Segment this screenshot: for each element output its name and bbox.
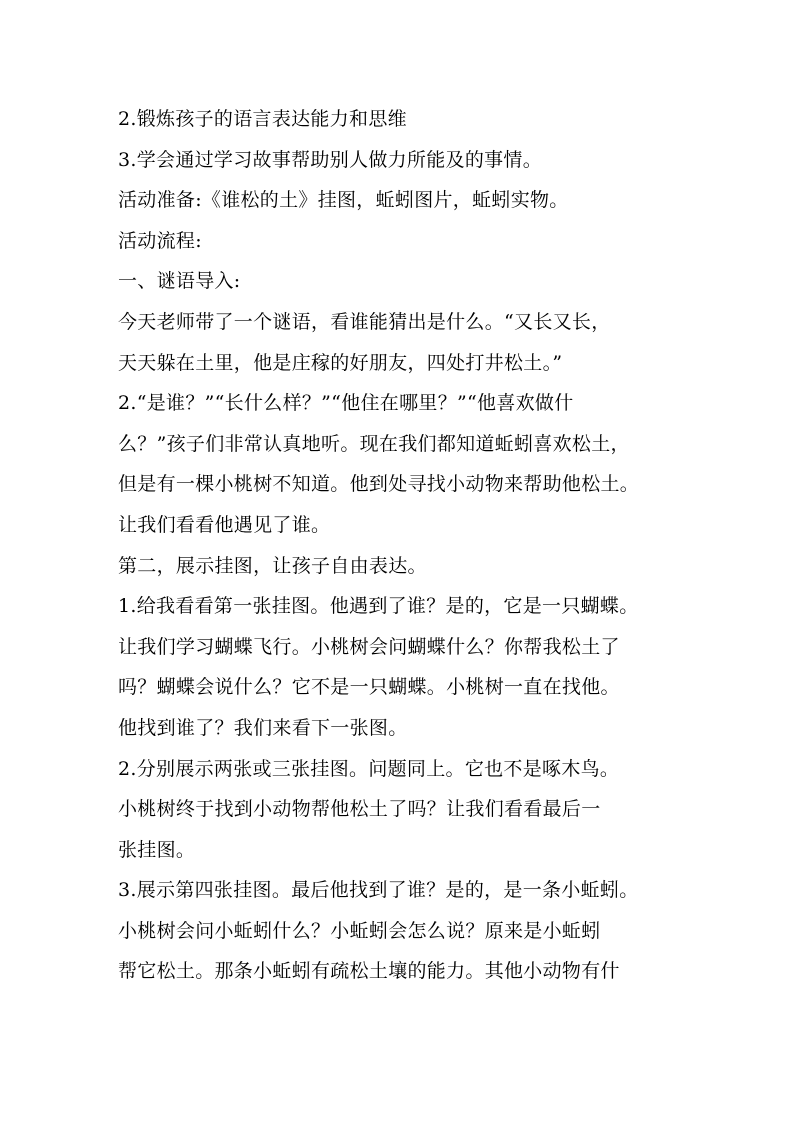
text-line: 么？”孩子们非常认真地听。现在我们都知道蚯蚓喜欢松土， xyxy=(118,432,630,455)
text-line: 张挂图。 xyxy=(118,838,196,861)
text-line: 2.“是谁？”“长什么样？”“他住在哪里？”“他喜欢做什 xyxy=(118,392,574,415)
text-line: 3.学会通过学习故事帮助别人做力所能及的事情。 xyxy=(118,148,543,171)
text-line: 小桃树会问小蚯蚓什么？小蚯蚓会怎么说？原来是小蚯蚓 xyxy=(118,919,601,942)
text-line: 第二，展示挂图，让孩子自由表达。 xyxy=(118,554,427,577)
text-line: 1.给我看看第一张挂图。他遇到了谁？是的，它是一只蝴蝶。 xyxy=(118,595,639,618)
text-line: 吗？蝴蝶会说什么？它不是一只蝴蝶。小桃树一直在找他。 xyxy=(118,676,620,699)
text-line: 一、谜语导入: xyxy=(118,270,241,293)
text-line: 天天躲在土里，他是庄稼的好朋友，四处打井松土。” xyxy=(118,351,563,374)
text-line: 但是有一棵小桃树不知道。他到处寻找小动物来帮助他松土。 xyxy=(118,473,640,496)
text-line: 2.锻炼孩子的语言表达能力和思维 xyxy=(118,108,407,130)
text-line: 让我们看看他遇见了谁。 xyxy=(118,513,331,536)
text-line: 3.展示第四张挂图。最后他找到了谁？是的，是一条小蚯蚓。 xyxy=(118,879,639,902)
text-line: 让我们学习蝴蝶飞行。小桃树会问蝴蝶什么？你帮我松土了 xyxy=(118,635,620,658)
text-line: 活动准备:《谁松的土》挂图，蚯蚓图片，蚯蚓实物。 xyxy=(118,189,569,212)
body-text xyxy=(118,99,698,992)
text-line: 今天老师带了一个谜语，看谁能猜出是什么。“又长又长， xyxy=(118,310,611,333)
text-line: 他找到谁了？我们来看下一张图。 xyxy=(118,716,408,739)
text-line: 2.分别展示两张或三张挂图。问题同上。它也不是啄木鸟。 xyxy=(118,757,620,780)
text-line: 帮它松土。那条小蚯蚓有疏松土壤的能力。其他小动物有什 xyxy=(118,960,620,983)
text-line: 小桃树终于找到小动物帮他松土了吗？让我们看看最后一 xyxy=(118,798,601,821)
text-line: 活动流程: xyxy=(118,229,202,252)
